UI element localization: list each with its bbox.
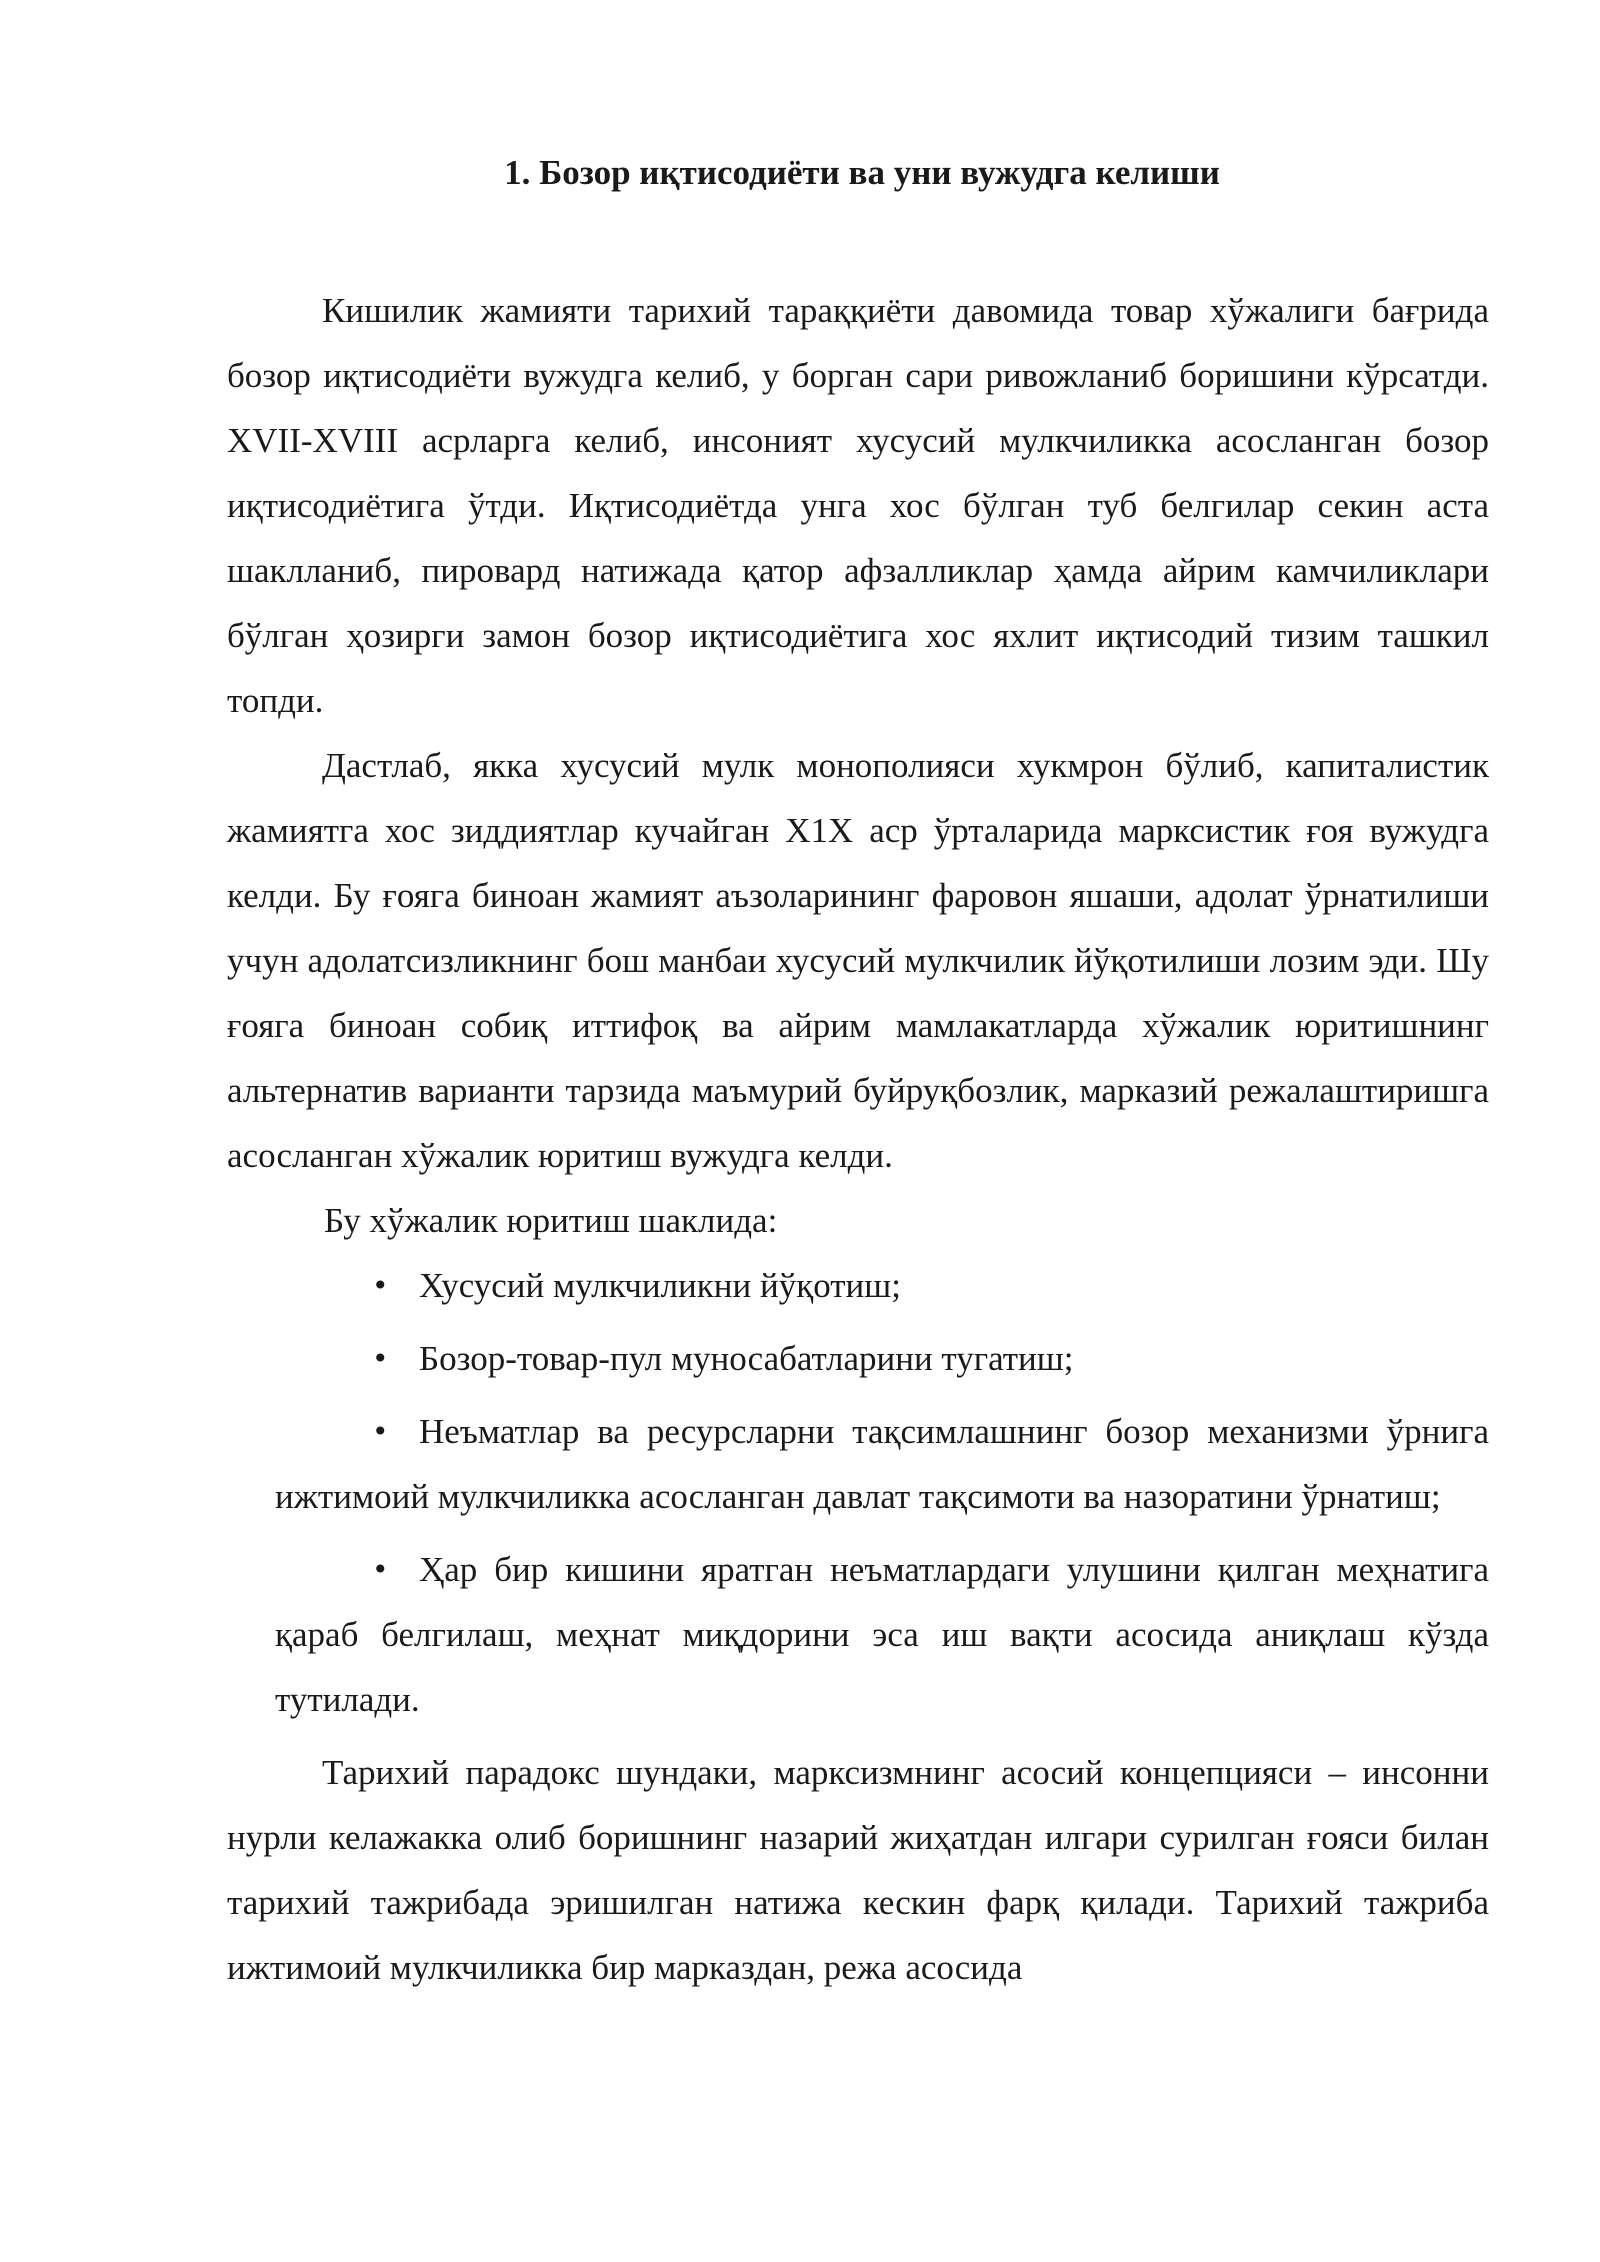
paragraph-2: Дастлаб, якка хусусий мулк монополияси хукмрон бўлиб, капиталистик жамиятга хос зиддиятлар кучайган X1X аср ўрталарида марксистик ғоя вужудга келди. Бу ғояга биноан жамият аъзоларининг фаровон яшаши, адолат ўрнатилиши учун адолатсизликнинг бош манбаи хусусий мулкчилик йўқотилиши лозим эди. Шу ғояга биноан собиқ иттифоқ ва айрим мамлакатларда хўжалик юритишнинг альтернатив варианти тарзида маъмурий буйруқбозлик, марказий режалаштиришга асосланган хўжалик юритиш вужудга келди. <box>227 746 1489 1175</box>
list-item <box>275 1253 1489 1318</box>
list-item-text: Хусусий мулкчиликни йўқотиш; <box>419 1266 901 1305</box>
section-title: 1. Бозор иқтисодиёти ва уни вужудга келиши <box>504 153 1220 192</box>
paragraph-3: Тарихий парадокс шундаки, марксизмнинг асосий концепцияси – инсонни нурли келажакка олиб боришнинг назарий жиҳатдан илгари сурилган ғояси билан тарихий тажрибада эришилган натижа кескин фарқ қилади. Тарихий тажриба ижтимоий мулкчиликка бир марказдан, режа асосида <box>227 1753 1489 1987</box>
list-item <box>275 1537 1489 1732</box>
paragraph-1: Кишилик жамияти тарихий тараққиёти давомида товар хўжалиги бағрида бозор иқтисодиёти вужудга келиб, у борган сари ривожланиб боришини кўрсатди. XVII-XVIII асрларга келиб, инсоният хусусий мулкчиликка асосланган бозор иқтисодиётига ўтди. Иқтисодиётда унга хос бўлган туб белгилар секин аста шаклланиб, пировард натижада қатор афзалликлар ҳамда айрим камчиликлари бўлган ҳозирги замон бозор иқтисодиётига хос яхлит иқтисодий тизим ташкил топди. <box>227 291 1489 720</box>
list-item <box>275 1326 1489 1391</box>
bullet-icon: • <box>372 1415 389 1448</box>
list-item-text: Неъматлар ва ресурсларни тақсимлашнинг бозор механизми ўрнига ижтимоий мулкчиликка асосланган давлат тақсимоти ва назоратини ўрнатиш; <box>275 1412 1489 1516</box>
bullet-icon: • <box>372 1269 389 1302</box>
bullet-icon: • <box>372 1553 389 1586</box>
document-body <box>227 148 1489 2000</box>
list-item <box>275 1399 1489 1529</box>
list-intro: Бу хўжалик юритиш шаклида: <box>324 1201 778 1240</box>
bullet-list <box>227 1253 1489 1732</box>
list-item-text: Бозор-товар-пул муносабатларини тугатиш; <box>419 1339 1074 1378</box>
list-item-text: Ҳар бир кишини яратган неъматлардаги улушини қилган меҳнатига қараб белгилаш, меҳнат миқдорини эса иш вақти асосида аниқлаш кўзда тутилади. <box>275 1550 1489 1719</box>
bullet-icon: • <box>372 1342 389 1375</box>
